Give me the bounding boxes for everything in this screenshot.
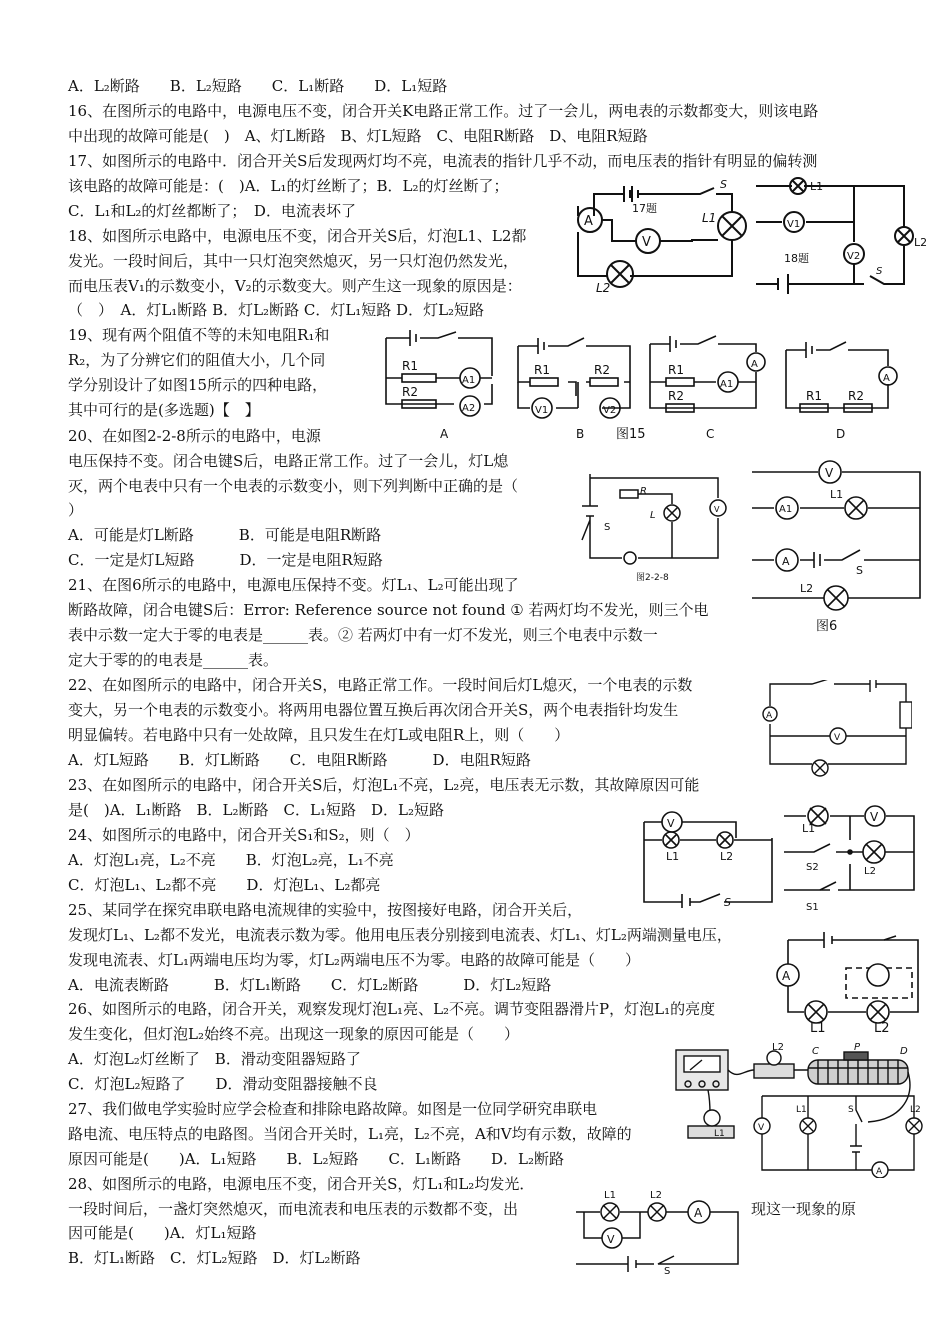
svg-text:V: V <box>758 1123 765 1133</box>
q23-line2: 是( )A．L₁断路 B．L₂断路 C．L₁短路 D．L₂短路 <box>68 801 444 819</box>
svg-text:S: S <box>664 1266 671 1274</box>
svg-text:R2: R2 <box>848 389 864 403</box>
svg-text:S: S <box>856 564 863 577</box>
svg-text:A: A <box>584 214 593 229</box>
svg-text:L1: L1 <box>604 1190 616 1201</box>
svg-text:L1: L1 <box>810 1021 826 1034</box>
q28-line1: 28、如图所示的电路，电源电压不变，闭合开关S，灯L₁和L₂均发光． <box>68 1175 535 1193</box>
svg-text:S: S <box>848 1105 854 1115</box>
svg-text:C: C <box>812 1046 819 1057</box>
figure-25-circuit <box>768 930 924 1034</box>
svg-text:V: V <box>834 733 841 743</box>
svg-text:图2-2-8: 图2-2-8 <box>636 573 669 583</box>
figure-17-circuit <box>572 176 750 294</box>
q27-line2: 路电流、电压特点的电路图。当闭合开关时，L₁亮，L₂不亮，A和V均有示数，故障的 <box>68 1125 632 1143</box>
q22-options: A．灯L短路 B．灯L断路 C．电阻R断路 D．电阻R短路 <box>68 751 531 769</box>
svg-text:V2: V2 <box>847 251 861 262</box>
svg-text:L1: L1 <box>666 850 680 863</box>
fig15-circuit-a <box>386 330 492 441</box>
svg-text:A1: A1 <box>779 504 793 515</box>
svg-text:L1: L1 <box>830 488 844 501</box>
svg-text:L2: L2 <box>720 850 734 863</box>
figure-22-circuit <box>762 680 912 780</box>
svg-text:A: A <box>766 711 773 721</box>
svg-text:V2: V2 <box>603 405 617 416</box>
svg-text:L2: L2 <box>914 236 928 249</box>
svg-text:A1: A1 <box>720 379 734 390</box>
svg-text:L2: L2 <box>874 1021 890 1034</box>
svg-text:V: V <box>870 810 879 824</box>
svg-text:D: D <box>836 427 846 441</box>
svg-text:S: S <box>876 266 883 277</box>
svg-text:L2: L2 <box>596 281 611 294</box>
figure-27-circuit <box>752 1088 924 1178</box>
figure-2-2-8-circuit <box>580 470 738 586</box>
svg-text:A1: A1 <box>462 375 476 386</box>
svg-text:R2: R2 <box>594 363 610 377</box>
q20-options-ab: A．可能是灯L断路 B．可能是电阻R断路 <box>68 526 382 544</box>
svg-text:V: V <box>642 235 651 250</box>
svg-text:C: C <box>706 427 715 441</box>
svg-text:A: A <box>694 1206 703 1220</box>
q17-line1: 17、如图所示的电路中．闭合开关S后发现两灯均不亮，电流表的指针几乎不动，而电压表的指针有明显的偏转测 <box>68 152 818 170</box>
svg-text:A: A <box>782 555 790 568</box>
svg-text:A: A <box>751 359 758 370</box>
svg-text:17题: 17题 <box>632 202 657 215</box>
q20-line1: 20、在如图2-2-8所示的电路中，电源 <box>68 427 321 445</box>
q19-line1: 19、现有两个阻值不等的未知电阻R₁和 <box>68 326 330 344</box>
q26-options-ab: A．灯泡L₂灯丝断了 B．滑动变阻器短路了 <box>68 1050 361 1068</box>
q16-line2: 中出现的故障可能是( ) A、灯L断路 B、灯L短路 C、电阻R断路 D、电阻R短路 <box>68 127 648 145</box>
svg-text:A: A <box>876 1167 883 1177</box>
q22-line2: 变大，另一个电表的示数变小。将两用电器位置互换后再次闭合开关S，两个电表指针均发生 <box>68 701 679 719</box>
svg-text:L1: L1 <box>802 822 816 835</box>
figure-6-circuit <box>748 456 924 634</box>
svg-text:L1: L1 <box>810 180 824 193</box>
q18-line3: 而电压表V₁的示数变小，V₂的示数变大。则产生这一现象的原因是： <box>68 277 522 295</box>
svg-text:R1: R1 <box>806 389 822 403</box>
q17-line2: 该电路的故障可能是：( )A．L₁的灯丝断了；B．L₂的灯丝断了； <box>68 177 509 195</box>
svg-text:V1: V1 <box>535 405 549 416</box>
svg-text:R1: R1 <box>534 363 550 377</box>
svg-text:S1: S1 <box>806 902 819 913</box>
svg-text:S: S <box>720 178 727 191</box>
q26-line2: 发生变化，但灯泡L₂始终不亮。出现这一现象的原因可能是（ ） <box>68 1025 519 1043</box>
svg-text:V: V <box>667 817 675 830</box>
svg-text:L2: L2 <box>864 866 876 877</box>
fig15-circuit-b <box>518 338 630 441</box>
svg-text:A2: A2 <box>462 403 476 414</box>
q20-line3: 灭，两个电表中只有一个电表的示数变小，则下列判断中正确的是（ <box>68 477 519 495</box>
svg-text:R1: R1 <box>402 359 418 373</box>
figure-15-four-circuits <box>380 326 900 446</box>
fig15-circuit-d <box>786 342 897 441</box>
svg-text:L1: L1 <box>796 1105 807 1115</box>
q28-line2-tail: 现这一现象的原 <box>751 1200 857 1218</box>
q21-line1: 21、在图6所示的电路中，电源电压保持不变。灯L₁、L₂可能出现了 <box>68 576 519 594</box>
svg-text:L2: L2 <box>800 582 814 595</box>
svg-text:R1: R1 <box>668 363 684 377</box>
svg-text:S: S <box>604 522 611 533</box>
svg-text:P: P <box>854 1042 861 1053</box>
q19-line4: 其中可行的是(多选题)【 】 <box>68 401 260 419</box>
q26-options-cd: C．灯泡L₂短路了 D．滑动变阻器接触不良 <box>68 1075 378 1093</box>
svg-text:A: A <box>883 373 890 384</box>
svg-text:R2: R2 <box>402 385 418 399</box>
q28-line2: 一段时间后，一盏灯突然熄灭，而电流表和电压表的示数都不变，出 <box>68 1200 519 1218</box>
svg-text:18题: 18题 <box>784 252 809 265</box>
q20-line2: 电压保持不变。闭合电键S后，电路正常工作。过了一会儿，灯L熄 <box>68 452 509 470</box>
svg-text:V: V <box>714 505 720 514</box>
q18-line1: 18、如图所示电路中，电源电压不变，闭合开关S后，灯泡L1、L2都 <box>68 227 527 245</box>
figure-28-circuit <box>574 1186 744 1274</box>
svg-text:L1: L1 <box>714 1129 725 1139</box>
figure-23-circuit <box>640 802 776 908</box>
q20-options-cd: C．一定是灯L短路 D．一定是电阻R短路 <box>68 551 383 569</box>
q17-line3: C．L₁和L₂的灯丝都断了； D．电流表坏了 <box>68 202 356 220</box>
svg-text:A: A <box>782 969 791 983</box>
svg-text:S2: S2 <box>806 862 819 873</box>
q26-line1: 26、如图所示的电路，闭合开关，观察发现灯泡L₁亮、L₂不亮。调节变阻器滑片P，灯泡L₁的亮度 <box>68 1000 716 1018</box>
svg-text:B: B <box>576 427 585 441</box>
q18-options: （ ） A．灯L₁断路 B．灯L₂断路 C．灯L₁短路 D．灯L₂短路 <box>68 301 485 319</box>
q19-line2: R₂，为了分辨它们的阻值大小，几个同 <box>68 351 326 369</box>
q25-line1: 25、某同学在探究串联电路电流规律的实验中，按图接好电路，闭合开关后， <box>68 901 583 919</box>
q25-line2: 发现灯L₁、L₂都不发光，电流表示数为零。他用电压表分别接到电流表、灯L₁、灯L₂两端测量电压， <box>68 926 732 944</box>
svg-text:V: V <box>825 466 834 480</box>
q21-line3: 表中示数一定大于零的电表是______表。② 若两灯中有一灯不发光，则三个电表中示数一 <box>68 626 658 644</box>
figure-24-circuit <box>780 802 918 914</box>
q28-options: B．灯L₁断路 C．灯L₂短路 D．灯L₂断路 <box>68 1249 361 1267</box>
q28-line3: 因可能是( )A．灯L₁短路 <box>68 1224 257 1242</box>
q22-line3: 明显偏转。若电路中只有一处故障，且只发生在灯L或电阻R上，则（ ） <box>68 726 570 744</box>
fig6-caption: 图6 <box>816 619 838 634</box>
q20-line4: ） <box>68 501 84 519</box>
svg-text:L2: L2 <box>910 1105 921 1115</box>
q16-line1: 16、在图所示的电路中，电源电压不变，闭合开关K电路正常工作。过了一会儿，两电表的示数都变大，则该电路 <box>68 102 819 120</box>
fig15-circuit-c <box>650 336 765 441</box>
q24-options-cd: C．灯泡L₁、L₂都不亮 D．灯泡L₁、L₂都亮 <box>68 876 381 894</box>
q27-options: 原因可能是( )A．L₁短路 B．L₂短路 C．L₁断路 D．L₂断路 <box>68 1150 564 1168</box>
fig15-caption: 图15 <box>616 427 646 442</box>
q15-options: A．L₂断路 B．L₂短路 C．L₁断路 D．L₁短路 <box>68 77 448 95</box>
svg-text:R2: R2 <box>668 389 684 403</box>
q21-line4: 定大于零的的电表是______表。 <box>68 651 279 669</box>
q27-line1: 27、我们做电学实验时应学会检查和排除电路故障。如图是一位同学研究串联电 <box>68 1100 598 1118</box>
svg-text:V: V <box>607 1233 615 1246</box>
q24-line1: 24、如图所示的电路中，闭合开关S₁和S₂，则（ ） <box>68 826 420 844</box>
svg-text:R: R <box>640 486 647 497</box>
q22-line1: 22、在如图所示的电路中，闭合开关S，电路正常工作。一段时间后灯L熄灭，一个电表的示数 <box>68 676 693 694</box>
q18-line2: 发光。一段时间后，其中一只灯泡突然熄灭，另一只灯泡仍然发光， <box>68 252 519 270</box>
figure-18-circuit <box>752 176 934 294</box>
svg-text:L2: L2 <box>650 1190 662 1201</box>
svg-text:L2: L2 <box>772 1042 784 1053</box>
svg-text:L1: L1 <box>702 211 717 225</box>
svg-text:S: S <box>724 896 731 908</box>
svg-text:D: D <box>900 1046 908 1057</box>
q24-options-ab: A．灯泡L₁亮，L₂不亮 B．灯泡L₂亮，L₁不亮 <box>68 851 394 869</box>
q19-line3: 学分别设计了如图15所示的四种电路， <box>68 376 328 394</box>
svg-text:V1: V1 <box>787 219 801 230</box>
q25-options: A．电流表断路 B．灯L₁断路 C．灯L₂断路 D．灯L₂短路 <box>68 976 552 994</box>
q25-line3: 发现电流表、灯L₁两端电压均为零，灯L₂两端电压不为零。电路的故障可能是（ ） <box>68 951 640 969</box>
svg-text:A: A <box>440 427 449 441</box>
q23-line1: 23、在如图所示的电路中，闭合开关S后，灯泡L₁不亮，L₂亮，电压表无示数，其故障原因可能 <box>68 776 700 794</box>
svg-text:L: L <box>650 510 656 521</box>
q21-line2: 断路故障，闭合电键S后：Error: Reference source not found ① 若两灯均不发光，则三个电 <box>68 601 709 619</box>
